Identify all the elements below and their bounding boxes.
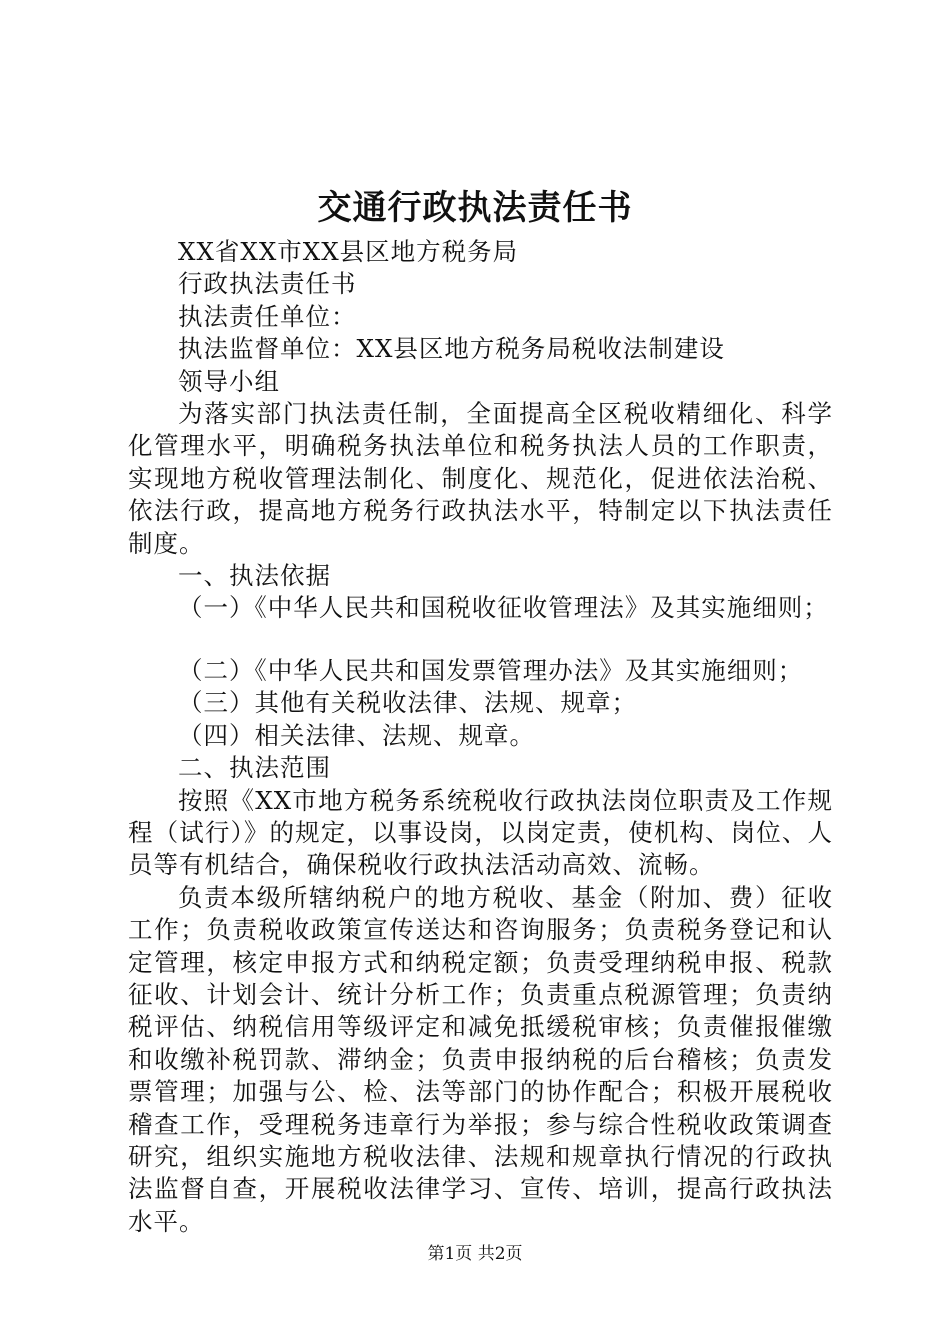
basis-item-4: （四）相关法律、法规、规章。 [178, 720, 535, 750]
header-line-supervising-unit: 执法监督单位：XX县区地方税务局税收法制建设 [178, 334, 725, 364]
document-title: 交通行政执法责任书 [317, 188, 633, 228]
basis-item-1: （一）《中华人民共和国税收征收管理法》及其实施细则； [178, 593, 829, 623]
header-line-doc-name: 行政执法责任书 [178, 269, 357, 299]
section-heading-scope: 二、执法范围 [178, 753, 331, 783]
intro-paragraph: 为落实部门执法责任制，全面提高全区税收精细化、科学化管理水平，明确税务执法单位和税务执法人员的工作职责，实现地方税收管理法制化、制度化、规范化，促进依法治税、依法行政，提高地方税务行政执法水平，特制定以下执法责任制度。 [128, 399, 833, 558]
basis-item-2: （二）《中华人民共和国发票管理办法》及其实施细则； [178, 655, 804, 685]
section-heading-basis: 一、执法依据 [178, 561, 331, 591]
header-line-responsible-unit: 执法责任单位： [178, 301, 357, 331]
page-indicator: 第1页 共2页 [427, 1244, 523, 1264]
document-body [128, 236, 833, 1238]
header-line-bureau: XX省XX市XX县区地方税务局 [178, 237, 519, 266]
basis-item-3: （三）其他有关税收法律、法规、规章； [178, 688, 637, 718]
scope-paragraph-1: 按照《XX市地方税务系统税收行政执法岗位职责及工作规程（试行）》的规定，以事设岗，以岗定责，使机构、岗位、人员等有机结合，确保税收行政执法活动高效、流畅。 [128, 785, 833, 880]
header-line-leading-group: 领导小组 [178, 366, 280, 396]
scope-paragraph-2: 负责本级所辖纳税户的地方税收、基金（附加、费）征收工作；负责税收政策宣传送达和咨询服务；负责税务登记和认定管理，核定申报方式和纳税定额；负责受理纳税申报、税款征收、计划会计、统计分析工作；负责重点税源管理；负责纳税评估、纳税信用等级评定和减免抵缓税审核；负责催报催缴和收缴补税罚款、滞纳金；负责申报纳税的后台稽核；负责发票管理；加强与公、检、法等部门的协作配合；积极开展税收稽查工作，受理税务违章行为举报；参与综合性税收政策调查研究，组织实施地方税收法律、法规和规章执行情况的行政执法监督自查，开展税收法律学习、宣传、培训，提高行政执法水平。 [128, 882, 833, 1236]
